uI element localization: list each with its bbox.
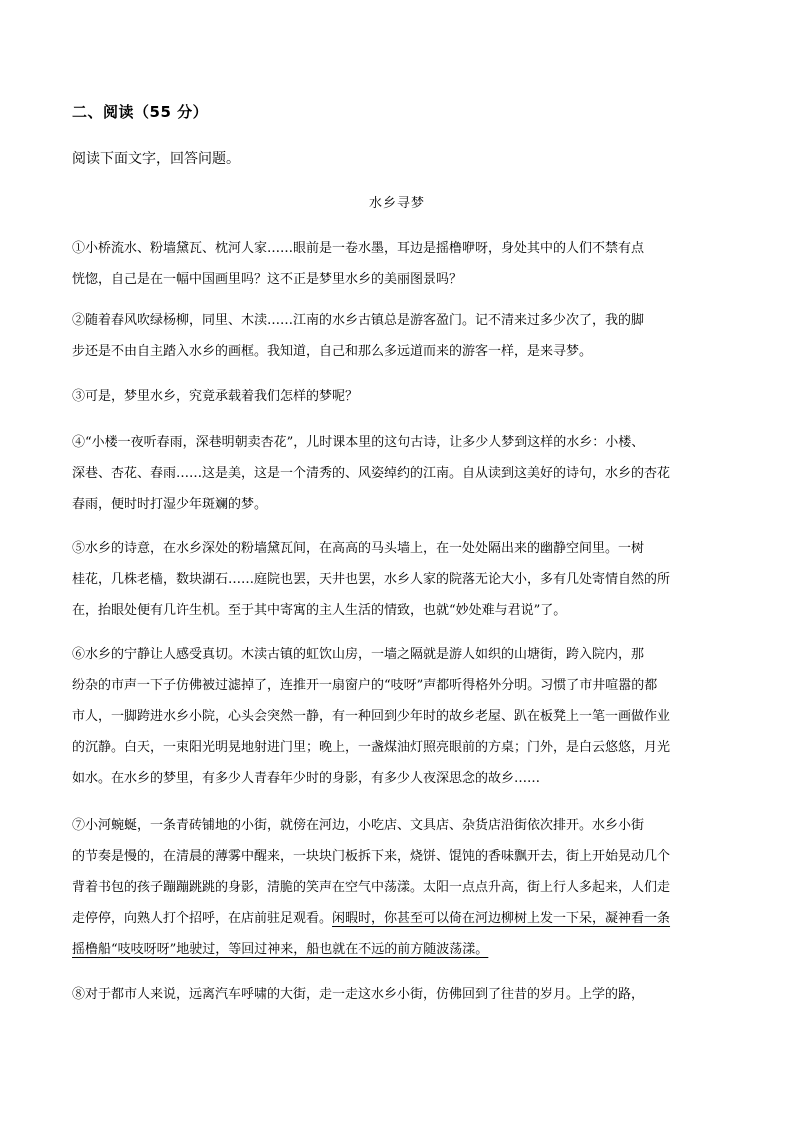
paragraph-line: 背着书包的孩子蹦蹦跳跳的身影，清脆的笑声在空气中荡漾。太阳一点点升高，街上行人多起来，人们走 [72,880,671,895]
paragraph-2 [72,305,730,367]
passage-title: 水乡寻梦 [368,196,425,211]
paragraph-line: ⑧对于都市人来说，远离汽车呼啸的大街，走一走这水乡小街，仿佛回到了往昔的岁月。上学的路， [72,987,645,1002]
paragraph-line [72,903,730,934]
paragraph-line [72,934,730,965]
underlined-sentence: 闲暇时，你甚至可以倚在河边柳树上发一下呆，凝神看一条 [332,911,671,926]
paragraph-line: 深巷、杏花、春雨……这是美，这是一个清秀的、风姿绰约的江南。自从读到这美好的诗句，水乡的杏花 [72,466,671,481]
section-heading: 二、阅读（55 分） [72,103,209,121]
paragraph-line: ③可是，梦里水乡，究竟承载着我们怎样的梦呢？ [72,389,359,404]
paragraph-line: 在，抬眼处便有几许生机。至于其中寄寓的主人生活的情致，也就“妙处难与君说”了。 [72,603,567,618]
paragraph-line: 的节奏是慢的，在清晨的薄雾中醒来，一块块门板拆下来，烧饼、馄饨的香味飘开去，街上开始晃动几个 [72,849,671,864]
paragraph-7 [72,810,730,965]
paragraph-line: 市人，一脚跨进水乡小院，心头会突然一静，有一种回到少年时的故乡老屋、趴在板凳上一笔一画做作业 [72,709,671,724]
paragraph-line: 春雨，便时时打湿少年斑斓的梦。 [72,497,268,512]
paragraph-line: ①小桥流水、粉墙黛瓦、枕河人家……眼前是一卷水墨，耳边是摇橹咿呀，身处其中的人们不禁有点 [72,241,645,256]
reading-instruction: 阅读下面文字，回答问题。 [72,151,240,167]
paragraph-6 [72,639,730,794]
paragraph-line: ⑦小河蜿蜒，一条青砖铺地的小街，就傍在河边，小吃店、文具店、杂货店沿街依次排开。水乡小街 [72,818,645,833]
paragraph-line: 的沉静。白天，一束阳光明晃地射进门里；晚上，一盏煤油灯照亮眼前的方桌；门外，是白云悠悠，月光 [72,740,671,755]
paragraph-1 [72,233,730,295]
paragraph-line: ②随着春风吹绿杨柳，同里、木渎……江南的水乡古镇总是游客盈门。记不清来过多少次了，我的脚 [72,313,645,328]
paragraph-text: 走停停，向熟人打个招呼，在店前驻足观看。 [72,911,333,926]
paragraph-line: 桂花，几株老樯，数块湖石……庭院也罢，天井也罢，水乡人家的院落无论大小，多有几处寄情自然的所 [72,572,671,587]
paragraph-line: ⑥水乡的宁静让人感受真切。木渎古镇的虹饮山房，一墙之隔就是游人如织的山塘街，跨入院内，那 [72,647,645,662]
paragraph-line: 纷杂的市声一下子仿佛被过滤掉了，连推开一扇窗户的“吱呀”声都听得格外分明。习惯了市井喧嚣的都 [72,678,658,693]
paragraph-line: ⑤水乡的诗意，在水乡深处的粉墙黛瓦间，在高高的马头墙上，在一处处隔出来的幽静空间里。一树 [72,541,645,556]
paragraph-line: 恍惚，自己是在一幅中国画里吗？这不正是梦里水乡的美丽图景吗？ [72,272,463,287]
paragraph-line: 步还是不由自主踏入水乡的画框。我知道，自己和那么多远道而来的游客一样，是来寻梦。 [72,344,593,359]
paragraph-3 [72,381,730,412]
paragraph-line: ④“小楼一夜听春雨，深巷明朝卖杏花”，儿时课本里的这句古诗，让多少人梦到这样的水乡：小楼、 [72,435,645,450]
underlined-sentence: 摇橹船“吱吱呀呀”地驶过，等回过神来，船也就在不远的前方随波荡漾。 [72,942,489,957]
paragraph-line: 如水。在水乡的梦里，有多少人青春年少时的身影，有多少人夜深思念的故乡…… [72,771,541,786]
paragraph-4 [72,427,730,520]
paragraph-5 [72,533,730,626]
paragraph-8 [72,979,730,1010]
